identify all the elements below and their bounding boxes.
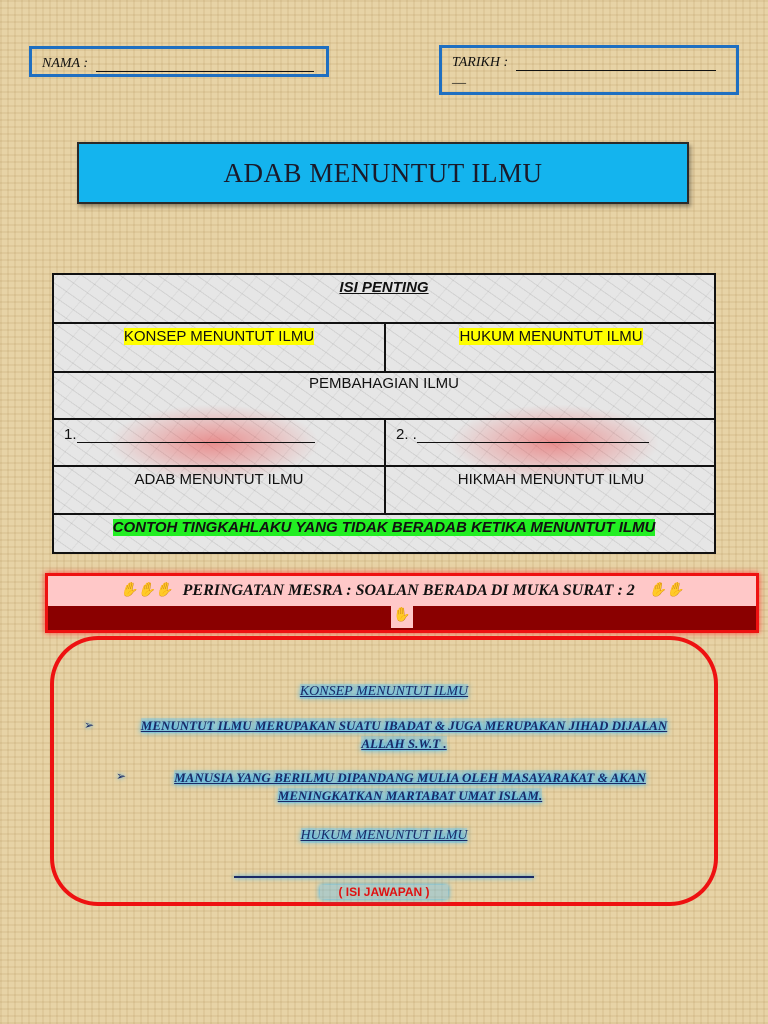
date-blank-line[interactable] <box>516 54 716 71</box>
hukum-cell <box>386 328 716 345</box>
konsep-label: KONSEP MENUNTUT ILMU <box>123 328 315 345</box>
point2-line1: MANUSIA YANG BERILMU DIPANDANG MULIA OLEH MASAYARAKAT & AKAN <box>174 770 646 785</box>
name-label: NAMA : <box>42 56 89 71</box>
date-field[interactable] <box>439 45 739 95</box>
warning-line <box>48 576 756 606</box>
name-field[interactable] <box>29 46 329 77</box>
hukum-label: HUKUM MENUNTUT ILMU <box>459 328 643 345</box>
contoh-cell <box>54 519 714 536</box>
hukum-section-heading <box>54 826 714 844</box>
table-heading <box>54 279 714 296</box>
answer-blank-line[interactable] <box>234 876 534 878</box>
point1-line2: ALLAH S.W.T . <box>361 736 447 751</box>
isi-jawapan-label: ( ISI JAWAPAN ) <box>320 885 447 899</box>
warning-banner <box>45 573 759 633</box>
raised-hand-icon: ✋✋✋ <box>120 583 173 598</box>
isi-jawapan-row <box>54 883 714 901</box>
answer-panel <box>50 636 718 906</box>
warning-line-2 <box>48 606 756 628</box>
pembahagian-label: PEMBAHAGIAN ILMU <box>308 375 460 392</box>
item2-number: 2. . <box>396 426 417 443</box>
konsep-section-heading <box>54 682 714 700</box>
isi-penting-table <box>52 273 716 554</box>
item1-cell[interactable] <box>64 425 374 443</box>
bullet-arrow-icon: ➢ <box>116 769 127 783</box>
hikmah-label: HIKMAH MENUNTUT ILMU <box>457 471 645 488</box>
item2-blank-line[interactable] <box>417 425 649 443</box>
raised-hand-icon: ✋✋ <box>648 583 684 598</box>
item1-number: 1. <box>64 426 77 443</box>
warning-text: PERINGATAN MESRA : SOALAN BERADA DI MUKA SURAT : 2 <box>182 582 635 599</box>
konsep-point-1 <box>110 717 698 753</box>
hukum-heading: HUKUM MENUNTUT ILMU <box>300 828 468 843</box>
konsep-point-2 <box>138 769 682 805</box>
point2-line2: MENINGKATKAN MARTABAT UMAT ISLAM. <box>277 788 543 803</box>
konsep-heading: KONSEP MENUNTUT ILMU <box>299 684 469 699</box>
date-blank-overflow: __ <box>452 71 466 86</box>
contoh-label: CONTOH TINGKAHLAKU YANG TIDAK BERADAB KETIKA MENUNTUT ILMU <box>112 519 656 536</box>
raised-hand-icon: ✋ <box>391 606 412 628</box>
item2-cell[interactable] <box>396 425 706 443</box>
point1-line1: MENUNTUT ILMU MERUPAKAN SUATU IBADAT & JUGA MERUPAKAN JIHAD DIJALAN <box>140 718 668 733</box>
item1-blank-line[interactable] <box>77 425 315 443</box>
table-divider <box>384 418 386 515</box>
isi-penting-heading: ISI PENTING <box>339 279 429 296</box>
date-label: TARIKH : <box>452 55 509 70</box>
konsep-cell <box>54 328 384 345</box>
adab-label: ADAB MENUNTUT ILMU <box>134 471 304 488</box>
bullet-arrow-icon: ➢ <box>84 718 95 732</box>
name-blank-line[interactable] <box>96 55 314 72</box>
page-title: ADAB MENUNTUT ILMU <box>77 142 689 204</box>
